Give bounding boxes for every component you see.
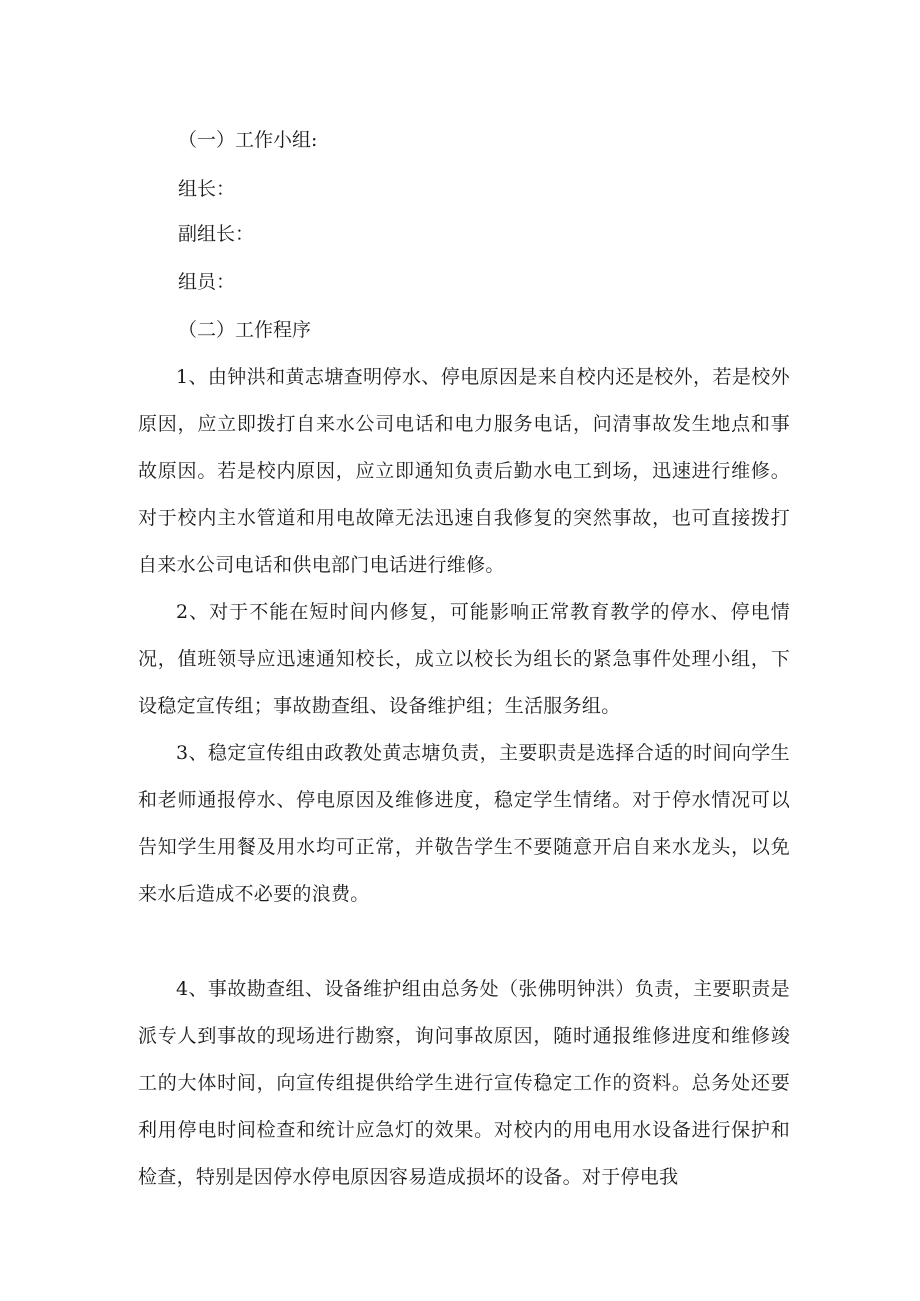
paragraph-2: 2、对于不能在短时间内修复，可能影响正常教育教学的停水、停电情况，值班领导应迅速通知校长，成立以校长为组长的紧急事件处理小组，下设稳定宣传组；事故勘查组、设备维护组；生活服务组。	[138, 601, 790, 717]
paragraph-3: 3、稳定宣传组由政教处黄志塘负责，主要职责是选择合适的时间向学生和老师通报停水、停电原因及维修进度，稳定学生情绪。对于停水情况可以告知学生用餐及用水均可正常，并敬告学生不要随意开启自来水龙头，以免来水后造成不必要的浪费。	[138, 742, 790, 905]
field-deputy-leader: 副组长：	[178, 223, 255, 245]
section-heading-work-group: （一）工作小组:	[178, 129, 318, 151]
paragraph-1: 1、由钟洪和黄志塘查明停水、停电原因是来自校内还是校外，若是校外原因，应立即拨打自来水公司电话和电力服务电话，问清事故发生地点和事故原因。若是校内原因，应立即通知负责后勤水电工到场，迅速进行维修。对于校内主水管道和用电故障无法迅速自我修复的突然事故，也可直接拨打自来水公司电话和供电部门电话进行维修。	[138, 366, 790, 576]
field-leader: 组长：	[178, 178, 236, 200]
section-heading-work-procedure: （二）工作程序	[178, 319, 312, 341]
paragraph-4: 4、事故勘查组、设备维护组由总务处（张佛明钟洪）负责，主要职责是派专人到事故的现场进行勘察，询问事故原因，随时通报维修进度和维修竣工的大体时间，向宣传组提供给学生进行宣传稳定工作的资料。总务处还要利用停电时间检查和统计应急灯的效果。对校内的用电用水设备进行保护和检查，特别是因停水停电原因容易造成损坏的设备。对于停电我	[138, 978, 790, 1188]
field-members: 组员：	[178, 271, 236, 293]
